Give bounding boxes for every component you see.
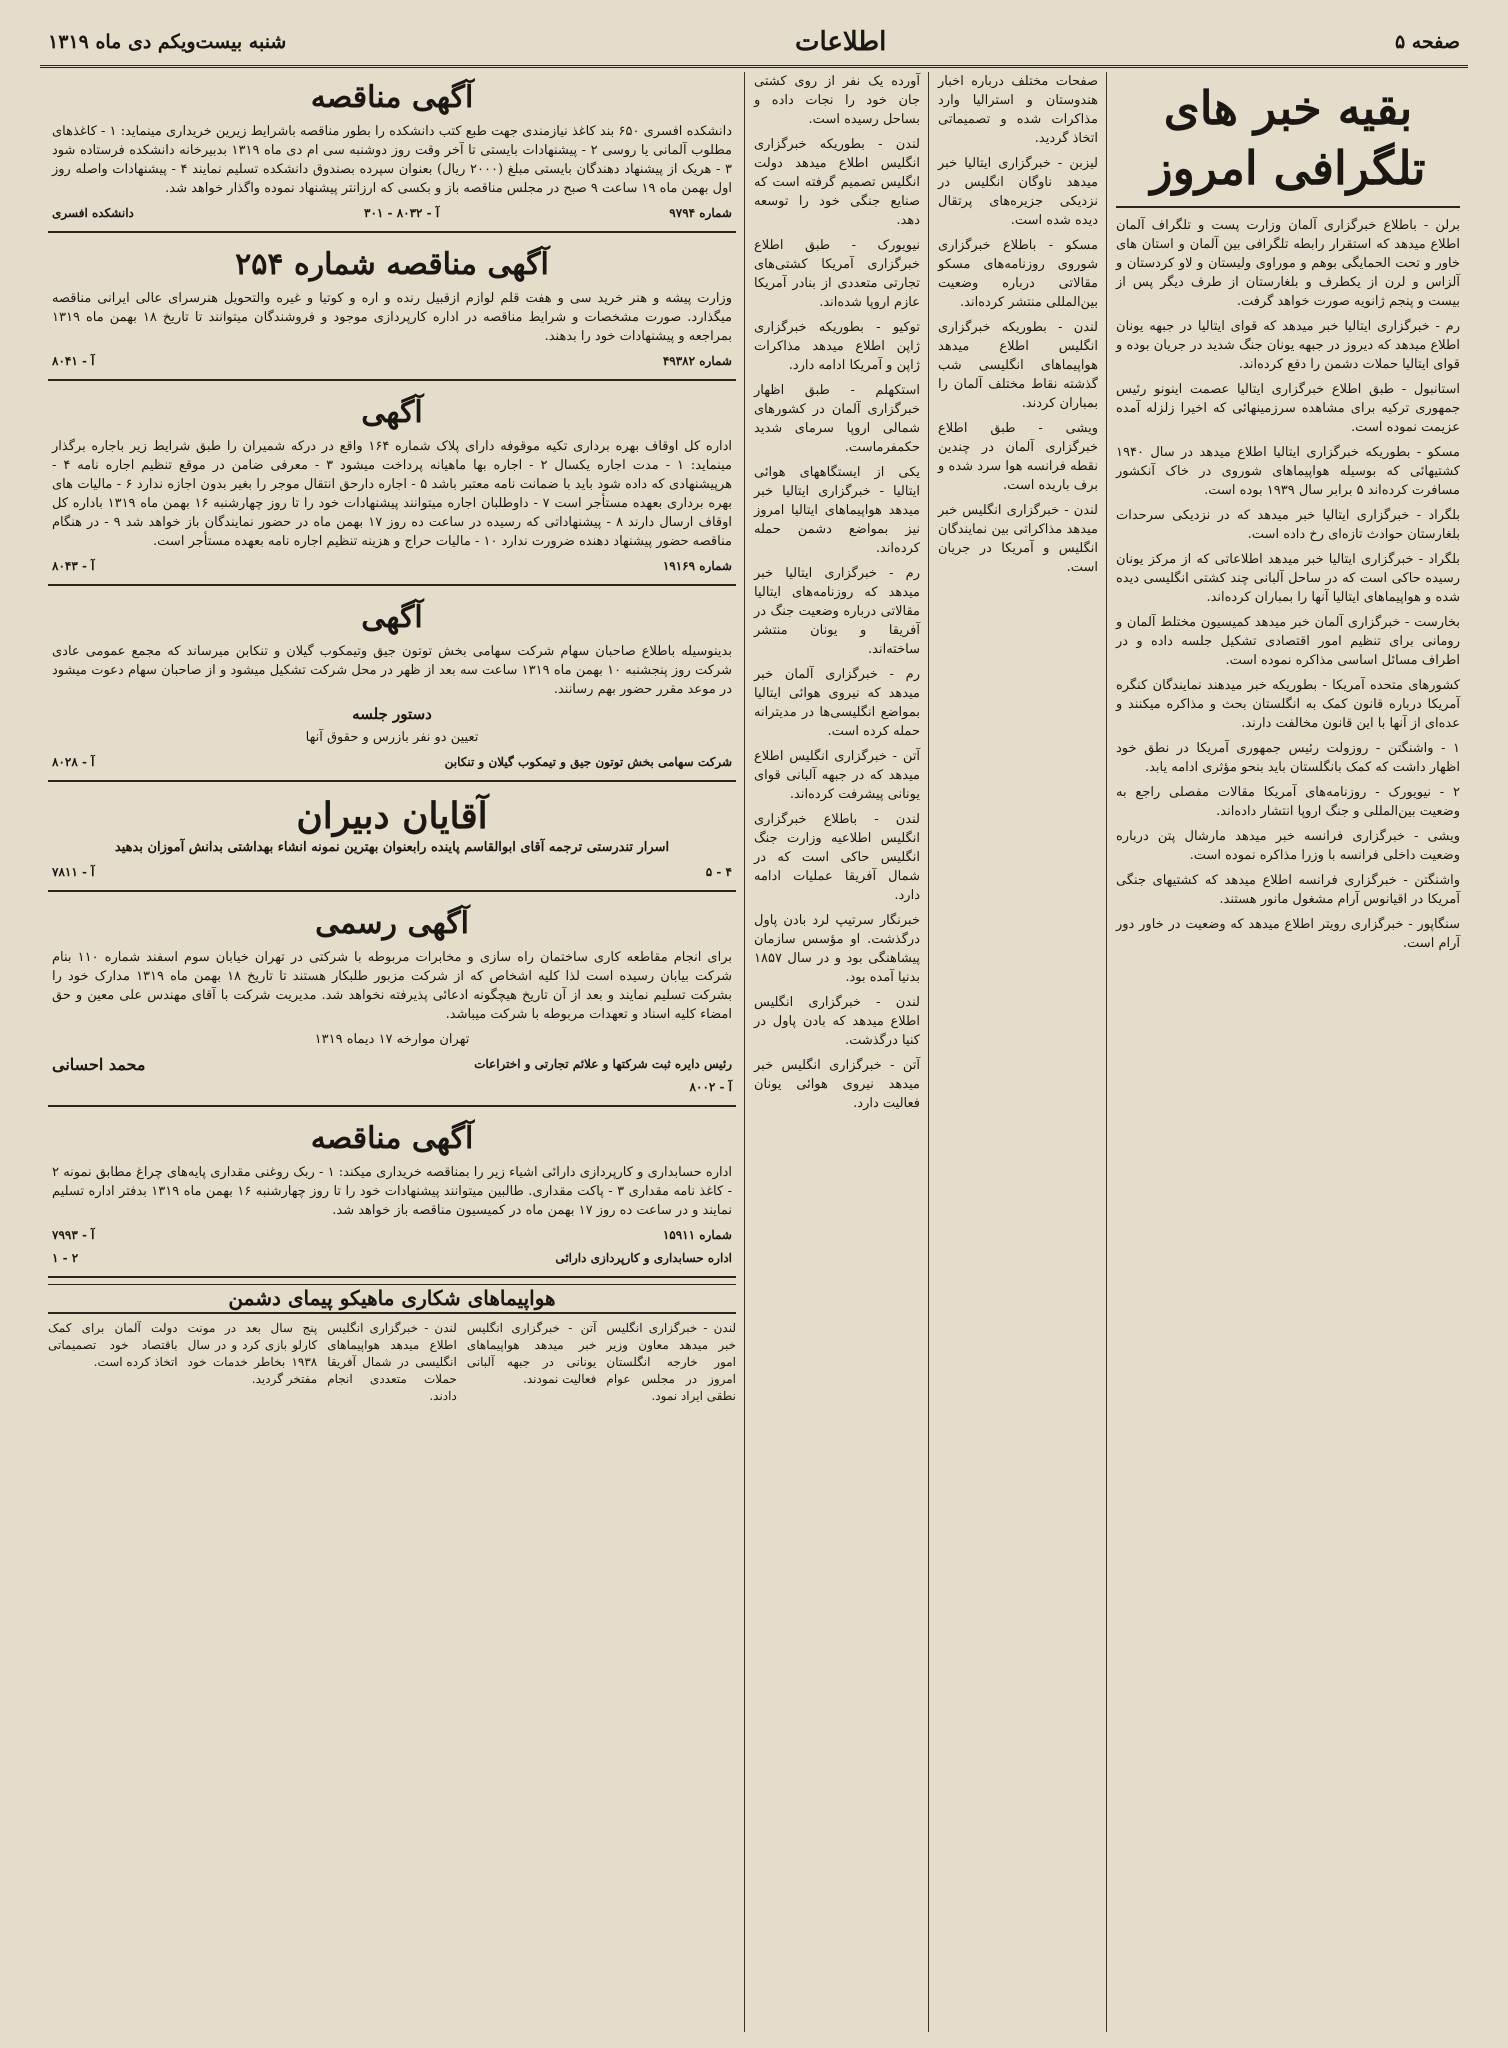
ad-title: آگهی [361, 395, 423, 430]
issue-date: شنبه بیست‌ویکم دی ماه ۱۳۱۹ [48, 30, 287, 53]
news-item: آتن - خبرگزاری انگلیس خبر میدهد هواپیماهای یونانی در جبهه آلبانی فعالیت نمودند. [466, 1321, 597, 1386]
news-item: کشورهای متحده آمریکا - بطوریکه خبر میدهند نمایندگان کنگره آمریکا درباره قانون کمک به انگلستان بحث و مذاکره میکنند و عده‌ای از آنها با این قانون مخالفت دارند. [1116, 678, 1460, 731]
news-item: رم - خبرگزاری آلمان خبر میدهد که نیروی هوائی ایتالیا بمواضع انگلیسی‌ها در مدیترانه حمله کرده است. [754, 667, 920, 739]
news-column-middle-1 [930, 72, 1106, 2032]
ad-title: آگهی رسمی [315, 906, 469, 941]
news-item: استانبول - طبق اطلاع خبرگزاری ایتالیا عصمت اینونو رئیس جمهوری ترکیه برای مشاهده سرزمینهائی که اخیرا زلزله آمده عزیمت نموده است. [1116, 382, 1460, 435]
news-item: آورده یک نفر از روی کشتی جان خود را نجات داده و بساحل رسیده است. [754, 74, 920, 127]
ad-footer-ref [52, 1078, 732, 1097]
news-item: سنگاپور - خبرگزاری رویتر اطلاع میدهد که وضعیت در خاور دور آرام است. [1116, 917, 1460, 951]
ad-footer [52, 1226, 732, 1245]
column-rule [1106, 72, 1107, 2032]
ad-ref: آ - ۸۰۳۲ - ۳۰۱ [364, 206, 440, 220]
ad-footer [52, 204, 732, 223]
ad-footer [52, 1055, 732, 1074]
ads-column [40, 72, 744, 2032]
ad-title: آگهی مناقصه [310, 1121, 474, 1156]
news-item: ویشی - طبق اطلاع خبرگزاری آلمان در چندین نقطه فرانسه هوا سرد شده و برف باریده است. [938, 421, 1098, 493]
ad-signature: اداره حسابداری و کارپردازی دارائی [555, 1251, 732, 1265]
ad-title: آگهی مناقصه [310, 80, 474, 115]
ad-number: شماره ۴۹۳۸۲ [662, 354, 732, 368]
ad-ref: آ - ۸۰۰۲ [689, 1080, 732, 1094]
news-item: لندن - خبرگزاری انگلیس خبر میدهد معاون وزیر امور خارجه انگلستان امروز در مجلس عوام نطقی ایراد نمود. [606, 1321, 736, 1403]
news-item: مسکو - باطلاع خبرگزاری شوروی روزنامه‌های مسکو مقالاتی درباره وضعیت بین‌المللی منتشر کرده‌اند. [938, 238, 1098, 310]
news-item: واشنگتن - خبرگزاری فرانسه اطلاع میدهد که کشتیهای جنگی آمریکا در اقیانوس آرام مشغول مانور هستند. [1116, 873, 1460, 907]
masthead [40, 18, 1468, 68]
ad-footer [52, 557, 732, 576]
news-column-middle-2 [746, 72, 928, 2032]
ad-signature: شرکت سهامی بخش توتون جیق و تیمکوب گیلان و تنکابن [444, 755, 732, 769]
ad-body: اداره حسابداری و کارپردازی دارائی اشیاء زیر را بمناقصه خریداری میکند: ۱ - ربک روغنی مقداری پایه‌های چراغ مطابق نمونه ۲ - کاغذ نامه مقداری ۳ - پاکت مقداری. طالبین میتوانند پیشنهادات خود را تا روز چهارشنبه ۱۶ بهمن ماه ۱۳۱۹ بدفتر اداره تسلیم نمایند و در ساعت ده روز ۱۷ بهمن ماه در کمیسیون مناقصه باز خواهد شد. [52, 1165, 733, 1218]
news-item: لندن - خبرگزاری انگلیس خبر میدهد مذاکراتی بین نمایندگان انگلیس و آمریکا در جریان است. [938, 503, 1098, 575]
tender-ad-finance [48, 1113, 736, 1278]
news-item: نیویورک - طبق اطلاع خبرگزاری آمریکا کشتی‌های تجارتی متعددی از بنادر آمریکا عازم اروپا شده‌اند. [754, 238, 920, 310]
book-ad-teachers [48, 788, 736, 892]
page-columns [40, 72, 1468, 2032]
news-item: استکهلم - طبق اظهار خبرگزاری آلمان در کشورهای شمالی اروپا سرمای شدید حکمفرماست. [754, 383, 920, 455]
ad-signer-name: محمد احسانی [52, 1055, 146, 1074]
notice-ad-tobacco-company [48, 592, 736, 782]
notice-ad-endowments [48, 387, 736, 586]
news-item: پنج سال بعد در مونت کارلو بازی کرد و در سال ۱۹۳۸ بخاطر خدمات خود مفتخر گردید. [187, 1321, 318, 1386]
news-headline: بقیه خبر های تلگرافی امروز [1116, 72, 1460, 208]
ad-ref: آ - ۷۹۹۳ [52, 1228, 95, 1242]
tender-ad-officer-school [48, 72, 736, 233]
ad-title: آگهی مناقصه شماره ۲۵۴ [235, 247, 549, 282]
ad-ref: آ - ۸۰۲۸ [52, 755, 95, 769]
tender-ad-254 [48, 239, 736, 381]
news-item: مسکو - بطوریکه خبرگزاری ایتالیا اطلاع میدهد در سال ۱۹۴۰ کشتیهائی که بوسیله هواپیماهای شوروی در خاک آنکشور مسافرت کرده‌اند ۵ برابر سال ۱۹۳۹ بوده است. [1116, 445, 1460, 498]
ad-footer [52, 352, 732, 371]
ad-ref: آ - ۷۸۱۱ [52, 865, 95, 879]
news-item: لندن - بطوریکه خبرگزاری انگلیس اطلاع میدهد هواپیماهای انگلیسی شب گذشته نقاط مختلف آلمان را بمباران کردند. [938, 320, 1098, 411]
ad-footer-sign [52, 1249, 732, 1268]
ad-banner: آقایان دبیران [296, 795, 488, 837]
ad-ref: آ - ۸۰۴۱ [52, 354, 95, 368]
news-item: آتن - خبرگزاری انگلیس اطلاع میدهد که در جبهه آلبانی قوای یونانی پیشرفت کرده‌اند. [754, 749, 920, 802]
ad-body: اداره کل اوقاف بهره برداری تکیه موقوفه دارای پلاک شماره ۱۶۴ واقع در درکه شمیران را طبق شرایط زیر باجاره برگذار مینماید: ۱ - مدت اجاره یکسال ۲ - اجاره بها ماهیانه پرداخت میشود ۳ - معرفی ضامن در موقع تنظیم اجاره نامه ۴ - هرپیشنهادی که داده شود باید با ضمانت نامه معتبر باشد ۵ - اجاره دارحق انتقال موجر را بغیر بدون اجازه ندارد ۶ - مالیات های بهره برداری بعهده مستأجر است ۷ - داوطلبان اجاره میتوانند پیشنهادات خود را تا روز چهارشنبه ۱۶ بهمن ماه ۱۳۱۹ باداره کل اوقاف ارسال دارند ۸ - پیشنهاداتی که رسیده در ساعت ده روز ۱۷ بهمن ماه در حضور نمایندگان باز خواهد شد ۹ - در هنگام مناقصه حضور پیشنهاد دهنده ضرورت ندارد ۱۰ - مالیات حراج و هزینه تنظیم اجاره نامه بعهده مستأجر است. [52, 439, 733, 549]
ad-serial: ۲ - ۱ [52, 1251, 79, 1265]
ad-body: اسرار تندرستی ترجمه آقای ابوالقاسم پاینده رابعنوان بهترین نمونه انشاء بهداشتی بدانش آموزان بدهید [114, 840, 670, 855]
news-item: رم - خبرگزاری ایتالیا خبر میدهد که روزنامه‌های ایتالیا مقالاتی درباره وضعیت جنگ در آفریقا و یونان منتشر ساخته‌اند. [754, 566, 920, 657]
ad-number: شماره ۱۵۹۱۱ [662, 1228, 732, 1242]
news-item: ۲ - نیویورک - روزنامه‌های آمریکا مقالات مفصلی راجع به وضعیت بین‌المللی و جنگ اروپا انتشار داده‌اند. [1116, 785, 1460, 819]
news-item: دولت آلمان برای کمک باقتصاد خود تصمیماتی اتخاذ کرده است. [48, 1321, 178, 1369]
news-item: لیزبن - خبرگزاری ایتالیا خبر میدهد ناوگان انگلیس در نزدیکی جزیره‌های پرتقال دیده شده است. [938, 156, 1098, 228]
news-item: لندن - خبرگزاری انگلیس اطلاع میدهد هواپیماهای انگلیسی در شمال آفریقا حملات متعددی انجام دادند. [327, 1321, 457, 1403]
page-number: صفحه ۵ [1394, 30, 1460, 53]
ad-date-line: تهران موارخه ۱۷ دیماه ۱۳۱۹ [314, 1032, 470, 1047]
news-item: یکی از ایستگاههای هوائی ایتالیا - خبرگزاری ایتالیا خبر میدهد هواپیماهای ایتالیا امروز نیز بمواضع دشمن حمله کرده‌اند. [754, 465, 920, 556]
news-item: توکیو - بطوریکه خبرگزاری ژاپن اطلاع میدهد مذاکرات ژاپن و آمریکا ادامه دارد. [754, 320, 920, 373]
news-item: بلگراد - خبرگزاری ایتالیا خبر میدهد اطلاعاتی که از مرکز یونان رسیده حاکی است که در ساحل آلبانی چند کشتی انگلیسی دیده شده و هواپیماهای ایتالیا آنها را بمباران کرده‌اند. [1116, 552, 1460, 605]
news-item: ویشی - خبرگزاری فرانسه خبر میدهد مارشال پتن درباره وضعیت داخلی فرانسه با وزرا مذاکره نموده است. [1116, 829, 1460, 863]
official-notice-ad [48, 898, 736, 1107]
news-item: ۱ - واشنگتن - روزولت رئیس جمهوری آمریکا در نطق خود اظهار داشت که کمک بانگلستان باید بنحو مؤثری ادامه یابد. [1116, 741, 1460, 775]
news-item: لندن - باطلاع خبرگزاری انگلیس اطلاعیه وزارت جنگ انگلیس حاکی است که در شمال آفریقا عملیات ادامه دارد. [754, 812, 920, 903]
news-item: بخارست - خبرگزاری آلمان خبر میدهد کمیسیون مختلط آلمان و رومانی برای تنظیم امور اقتصادی تشکیل جلسه داده و در اطراف مسائل اساسی مذاکره نموده است. [1116, 615, 1460, 668]
ad-title: آگهی [361, 600, 423, 635]
news-item: خبرنگار سرتیپ لرد بادن پاول درگذشت. او مؤسس سازمان پیشاهنگی بود و در سال ۱۸۵۷ بدنیا آمده بود. [754, 913, 920, 985]
paper-name: اطلاعات [794, 26, 887, 57]
ad-number: ۴ - ۵ [705, 865, 732, 879]
news-item: آتن - خبرگزاری انگلیس خبر میدهد نیروی هوائی یونان فعالیت دارد. [754, 1058, 920, 1111]
ad-body: وزارت پیشه و هنر خرید سی و هفت قلم لوازم ازقبیل رنده و اره و کوتیا و غیره والتحویل هنرسرای عالی ایرانی مناقصه میگذارد. صورت مشخصات و شرایط مناقصه در اداره کارپردازی موجود و فروشندگان میتوانند تا تاریخ ۱۸ بهمن ماه ۱۳۱۹ بمراجعه و پیشنهادات خود را بدهند. [52, 291, 732, 344]
ad-number: شماره ۱۹۱۶۹ [662, 559, 732, 573]
bottom-news-strip [48, 1312, 736, 1405]
bottom-section-title: هواپیماهای شکاری ماهیکو پیمای دشمن [48, 1284, 736, 1308]
news-item: بلگراد - خبرگزاری ایتالیا خبر میدهد که در نزدیکی سرحدات بلغارستان حوادث تازه‌ای رخ داده است. [1116, 508, 1460, 542]
agenda-text: تعیین دو نفر بازرس و حقوق آنها [305, 730, 479, 745]
ad-body: برای انجام مقاطعه کاری ساختمان راه سازی و مخابرات مربوطه با شرکتی در تهران خیابان سوم اسفند شماره ۱۱۰ بنام شرکت بیابان رسیده است لذا کلیه اشخاص که از شرکت مزبور طلبکار هستند تا تاریخ ۱۸ بهمن ماه ۱۳۱۹ مدارک خود را بشرکت تسلیم نمایند و بعد از آن تاریخ هیچگونه ادعائی پذیرفته نخواهد شد. مدیریت شرکت با آقای مهندس علی معین و حق امضاء کلیه اسناد و تعهدات مربوطه با شرکت میباشد. [52, 950, 732, 1022]
agenda-title: دستور جلسه [352, 705, 432, 723]
ad-signer-role: رئیس دایره ثبت شرکتها و علائم تجارتی و اختراعات [474, 1057, 732, 1071]
ad-number: شماره ۹۷۹۴ [669, 206, 732, 220]
news-column-right [1108, 72, 1468, 2032]
ad-ref: آ - ۸۰۴۳ [52, 559, 95, 573]
news-item: لندن - خبرگزاری انگلیس اطلاع میدهد که بادن پاول در کنیا درگذشت. [754, 995, 920, 1048]
news-item: برلن - باطلاع خبرگزاری آلمان وزارت پست و تلگراف آلمان اطلاع میدهد که استقرار رابطه تلگرافی بین آلمان و استان های خاور و تحت الحمایگی بوهم و موراوی ولیستان و لاو کردستان و آلزاس و لرن از یکطرف و بلغارستان از طرف دیگر پس از بیست و پنجم ژانویه صورت خواهد گرفت. [1116, 218, 1460, 309]
column-rule [928, 72, 929, 2032]
ad-signature: دانشکده افسری [52, 206, 134, 220]
ad-footer [52, 863, 732, 882]
ad-body: بدینوسیله باطلاع صاحبان سهام شرکت سهامی بخش توتون جیق وتیمکوب گیلان و تنکابن میرساند که مجمع عمومی عادی شرکت روز پنجشنبه ۱۰ بهمن ماه ۱۳۱۹ ساعت سه بعد از ظهر در محل شرکت تشکیل میشود و از صاحبان سهام دعوت میشود در موعد مقرر حضور بهم رسانند. [52, 644, 732, 697]
news-item: لندن - بطوریکه خبرگزاری انگلیس اطلاع میدهد دولت انگلیس تصمیم گرفته است که صنایع جنگی خود را توسعه دهد. [754, 137, 920, 228]
ad-body: دانشکده افسری ۶۵۰ بند کاغذ نیازمندی جهت طبع کتب دانشکده را بطور مناقصه باشرایط زیرین خریداری مینماید: ۱ - کاغذهای مطلوب آلمانی یا روسی ۲ - پیشنهادات بایستی تا آخر وقت روز دوشنبه سی ام دی ماه ۱۳۱۹ بدبیرخانه دانشکده فرستاده شود ۳ - هریک از پیشنهاد دهندگان بایستی مبلغ (۲۰۰۰ ریال) بعنوان سپرده بصندوق دانشکده تسلیم نمایند ۴ - پیشنهادات واصله روز اول بهمن ماه ۱۹ ساعت ۹ صبح در مجلس مناقصه باز و بکسی که ارزانتر پیشنهاد نموده واگذار خواهد شد. [52, 124, 733, 196]
column-rule [744, 72, 745, 2032]
ad-footer [52, 753, 732, 772]
news-item: صفحات مختلف درباره اخبار هندوستان و استرالیا وارد مذاکرات شده و تصمیماتی اتخاذ گردید. [938, 74, 1098, 146]
news-item: رم - خبرگزاری ایتالیا خبر میدهد که قوای ایتالیا در جبهه یونان اطلاع میدهد که دیروز در جبهه یونان جنگ شدید در جریان بوده و قوای ایتالیا حملات دشمن را دفع کرده‌اند. [1116, 319, 1460, 372]
